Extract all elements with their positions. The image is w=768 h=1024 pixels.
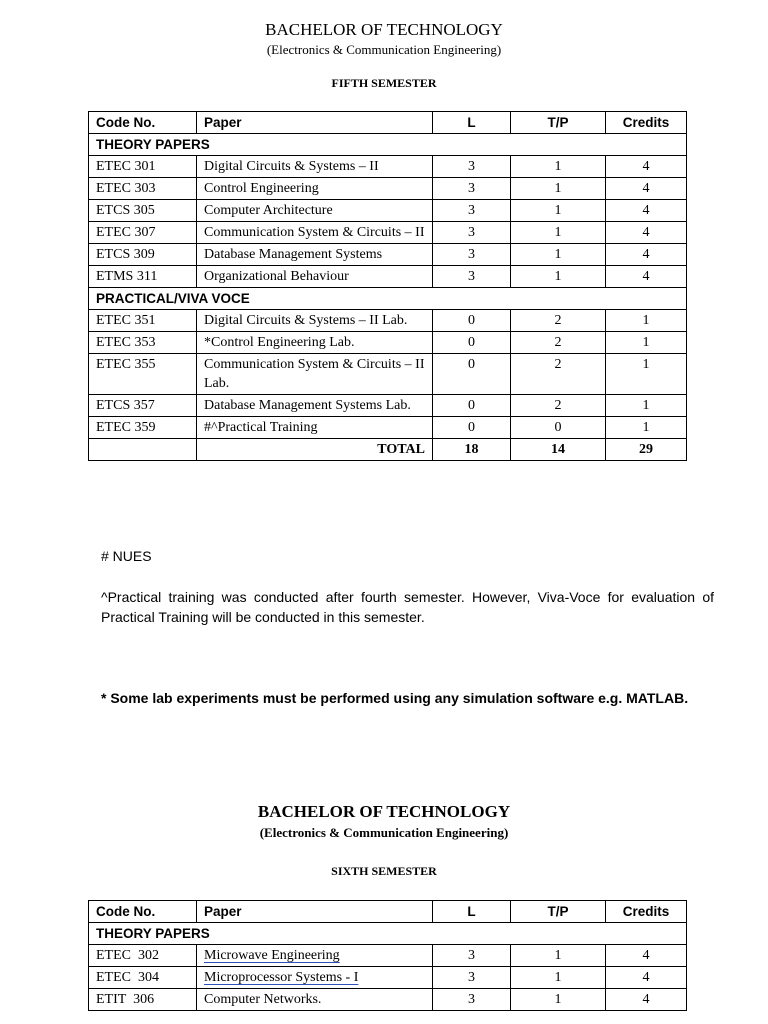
table-header-row bbox=[89, 112, 687, 134]
paper-cell: Database Management Systems bbox=[197, 244, 433, 266]
header-paper: Paper bbox=[197, 112, 433, 134]
header-tp: T/P bbox=[511, 112, 606, 134]
credits-cell: 1 bbox=[606, 354, 687, 395]
credits-cell: 1 bbox=[606, 310, 687, 332]
table-row bbox=[89, 266, 687, 288]
code-cell: ETEC 307 bbox=[89, 222, 197, 244]
empty-cell bbox=[89, 439, 197, 461]
header-credits: Credits bbox=[606, 901, 687, 923]
credits-cell: 4 bbox=[606, 266, 687, 288]
tp-cell: 1 bbox=[511, 945, 606, 967]
credits-cell: 4 bbox=[606, 989, 687, 1011]
code-cell: ETCS 305 bbox=[89, 200, 197, 222]
paper-cell: Communication System & Circuits – II bbox=[197, 222, 433, 244]
code-cell: ETEC 359 bbox=[89, 417, 197, 439]
credits-cell: 1 bbox=[606, 395, 687, 417]
sixth-semester-table bbox=[88, 900, 687, 1011]
tp-cell: 2 bbox=[511, 395, 606, 417]
tp-cell: 1 bbox=[511, 266, 606, 288]
code-cell: ETCS 357 bbox=[89, 395, 197, 417]
section-row bbox=[89, 134, 687, 156]
fifth-sem-subtitle: (Electronics & Communication Engineering) bbox=[266, 42, 502, 57]
l-cell: 0 bbox=[433, 395, 511, 417]
table-row bbox=[89, 156, 687, 178]
fifth-sem-title: BACHELOR OF TECHNOLOGY bbox=[265, 20, 503, 39]
table-row bbox=[89, 178, 687, 200]
tp-cell: 2 bbox=[511, 354, 606, 395]
code-cell: ETMS 311 bbox=[89, 266, 197, 288]
sixth-sem-label: SIXTH SEMESTER bbox=[331, 864, 437, 878]
code-cell: ETEC 303 bbox=[89, 178, 197, 200]
fifth-semester-table bbox=[88, 111, 687, 461]
tp-cell: 2 bbox=[511, 310, 606, 332]
table-row bbox=[89, 945, 687, 967]
credits-cell: 4 bbox=[606, 178, 687, 200]
credits-cell: 1 bbox=[606, 332, 687, 354]
paper-name: Microprocessor Systems - I bbox=[204, 970, 359, 985]
table-row bbox=[89, 200, 687, 222]
tp-cell: 1 bbox=[511, 200, 606, 222]
paper-cell: Database Management Systems Lab. bbox=[197, 395, 433, 417]
l-cell: 3 bbox=[433, 945, 511, 967]
credits-cell: 4 bbox=[606, 945, 687, 967]
paper-cell: #^Practical Training bbox=[197, 417, 433, 439]
credits-cell: 4 bbox=[606, 222, 687, 244]
fifth-sem-label: FIFTH SEMESTER bbox=[331, 76, 437, 90]
section-theory-label: THEORY PAPERS bbox=[89, 923, 687, 945]
table-row bbox=[89, 967, 687, 989]
practical-training-note: ^Practical training was conducted after fourth semester. However, Viva-Voce for evaluation of Practical Training will be conducted in this semester. bbox=[101, 589, 714, 625]
header-tp: T/P bbox=[511, 901, 606, 923]
total-tp: 14 bbox=[511, 439, 606, 461]
l-cell: 3 bbox=[433, 222, 511, 244]
sixth-sem-subtitle: (Electronics & Communication Engineering) bbox=[259, 825, 509, 840]
l-cell: 3 bbox=[433, 989, 511, 1011]
tp-cell: 1 bbox=[511, 222, 606, 244]
table-row bbox=[89, 222, 687, 244]
table-row bbox=[89, 310, 687, 332]
credits-cell: 4 bbox=[606, 200, 687, 222]
section-practical-label: PRACTICAL/VIVA VOCE bbox=[89, 288, 687, 310]
sixth-sem-title: BACHELOR OF TECHNOLOGY bbox=[257, 802, 511, 821]
paper-cell: Digital Circuits & Systems – II Lab. bbox=[197, 310, 433, 332]
credits-cell: 4 bbox=[606, 156, 687, 178]
section-row bbox=[89, 288, 687, 310]
section-theory-label: THEORY PAPERS bbox=[89, 134, 687, 156]
table-row bbox=[89, 989, 687, 1011]
code-cell: ETEC 353 bbox=[89, 332, 197, 354]
credits-cell: 4 bbox=[606, 244, 687, 266]
paper-cell bbox=[197, 967, 433, 989]
total-label: TOTAL bbox=[197, 439, 433, 461]
header-credits: Credits bbox=[606, 112, 687, 134]
total-l: 18 bbox=[433, 439, 511, 461]
header-code: Code No. bbox=[89, 901, 197, 923]
paper-cell: Control Engineering bbox=[197, 178, 433, 200]
l-cell: 0 bbox=[433, 417, 511, 439]
header-code: Code No. bbox=[89, 112, 197, 134]
paper-cell: Organizational Behaviour bbox=[197, 266, 433, 288]
l-cell: 3 bbox=[433, 156, 511, 178]
paper-cell: Digital Circuits & Systems – II bbox=[197, 156, 433, 178]
credits-cell: 1 bbox=[606, 417, 687, 439]
header-l: L bbox=[433, 901, 511, 923]
table-row bbox=[89, 354, 687, 395]
code-cell: ETEC 301 bbox=[89, 156, 197, 178]
paper-cell: Computer Networks. bbox=[197, 989, 433, 1011]
l-cell: 3 bbox=[433, 178, 511, 200]
nues-note: # NUES bbox=[101, 548, 152, 564]
section-row bbox=[89, 923, 687, 945]
l-cell: 0 bbox=[433, 354, 511, 395]
header-paper: Paper bbox=[197, 901, 433, 923]
table-row bbox=[89, 332, 687, 354]
code-cell: ETIT 306 bbox=[89, 989, 197, 1011]
paper-cell bbox=[197, 945, 433, 967]
table-row bbox=[89, 244, 687, 266]
paper-cell: Communication System & Circuits – II Lab. bbox=[197, 354, 433, 395]
code-cell: ETEC 355 bbox=[89, 354, 197, 395]
tp-cell: 1 bbox=[511, 967, 606, 989]
tp-cell: 1 bbox=[511, 989, 606, 1011]
header-l: L bbox=[433, 112, 511, 134]
l-cell: 0 bbox=[433, 332, 511, 354]
table-row bbox=[89, 417, 687, 439]
code-cell: ETEC 351 bbox=[89, 310, 197, 332]
tp-cell: 1 bbox=[511, 178, 606, 200]
total-credits: 29 bbox=[606, 439, 687, 461]
code-cell: ETEC 304 bbox=[89, 967, 197, 989]
l-cell: 3 bbox=[433, 967, 511, 989]
code-cell: ETEC 302 bbox=[89, 945, 197, 967]
simulation-note: * Some lab experiments must be performed using any simulation software e.g. MATLAB. bbox=[101, 690, 689, 706]
table-row bbox=[89, 395, 687, 417]
tp-cell: 2 bbox=[511, 332, 606, 354]
paper-cell: Computer Architecture bbox=[197, 200, 433, 222]
tp-cell: 0 bbox=[511, 417, 606, 439]
l-cell: 3 bbox=[433, 200, 511, 222]
l-cell: 3 bbox=[433, 266, 511, 288]
paper-name: Microwave Engineering bbox=[204, 948, 340, 963]
tp-cell: 1 bbox=[511, 244, 606, 266]
paper-cell: *Control Engineering Lab. bbox=[197, 332, 433, 354]
table-header-row bbox=[89, 901, 687, 923]
code-cell: ETCS 309 bbox=[89, 244, 197, 266]
l-cell: 3 bbox=[433, 244, 511, 266]
credits-cell: 4 bbox=[606, 967, 687, 989]
tp-cell: 1 bbox=[511, 156, 606, 178]
total-row bbox=[89, 439, 687, 461]
l-cell: 0 bbox=[433, 310, 511, 332]
